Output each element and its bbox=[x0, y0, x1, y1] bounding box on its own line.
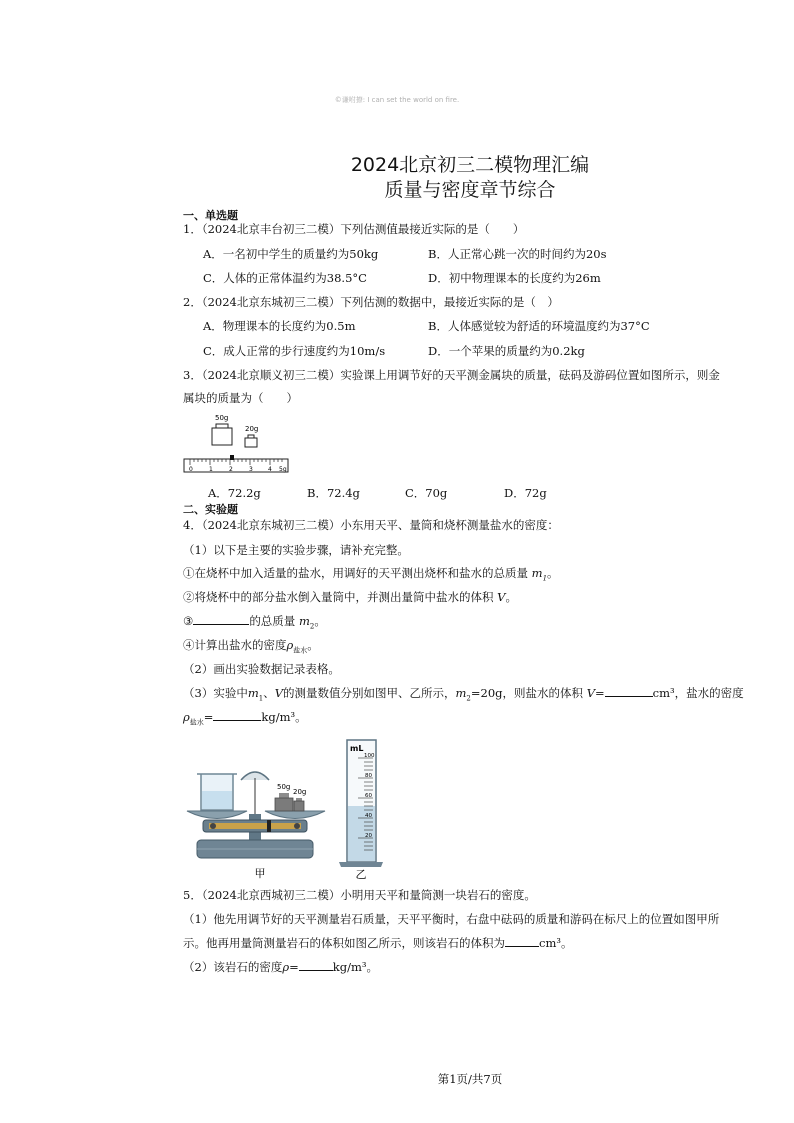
q3-tick-3: 3 bbox=[249, 466, 253, 473]
page-subtitle: 质量与密度章节综合 bbox=[384, 179, 556, 201]
q3-tick-5: 5g bbox=[279, 466, 287, 473]
q4-part3-line1: （3）实验中$m_1$、V的测量数值分别如图甲、乙所示，$m_2=20g$，则盐水的体积 V= cm³，盐水的密度 bbox=[183, 686, 744, 703]
q3-figure-balance-scale bbox=[182, 410, 292, 476]
section-single-choice: 一、单选题 bbox=[183, 209, 238, 222]
q4-cylinder-mark-40: 40 bbox=[365, 813, 372, 819]
q2-option-a: A．物理课本的长度约为0.5m bbox=[203, 319, 356, 333]
q2-option-b: B．人体感觉较为舒适的环境温度约为37°C bbox=[428, 319, 650, 333]
q4-figure bbox=[183, 734, 393, 880]
q3-tick-2: 2 bbox=[229, 466, 233, 473]
q3-weight-50g bbox=[212, 428, 232, 445]
q3-tick-0: 0 bbox=[189, 466, 193, 473]
q3-tick-4: 4 bbox=[268, 466, 272, 473]
q2-stem: 2．（2024北京东城初三二模）下列估测的数据中，最接近实际的是（ ） bbox=[183, 295, 559, 309]
q4-weight-20g-label: 20g bbox=[293, 788, 307, 796]
q3-stem-line1: 3．（2024北京顺义初三二模）实验课上用调节好的天平测金属块的质量，砝码及游码位置如图所示，则金 bbox=[183, 368, 720, 382]
page-number: 第1页/共7页 bbox=[437, 1072, 503, 1086]
q3-tick-1: 1 bbox=[209, 466, 213, 473]
q4-step3: ③ 的总质量 $m_2$。 bbox=[183, 614, 326, 631]
q4-slider-ruler bbox=[209, 823, 301, 829]
q4-volume-blank[interactable] bbox=[605, 685, 653, 697]
q4-part1: （1）以下是主要的实验步骤，请补充完整。 bbox=[183, 543, 409, 557]
q4-step4: ④计算出盐水的密度$\rho_{盐水}$。 bbox=[183, 638, 319, 655]
q4-figure-label-yi: 乙 bbox=[355, 868, 367, 880]
q4-slider-rider bbox=[267, 820, 271, 832]
q4-weight-50g-label: 50g bbox=[277, 783, 291, 791]
q3-weight-20g-label: 20g bbox=[245, 425, 259, 433]
q4-step3-blank[interactable] bbox=[193, 613, 249, 625]
q3-option-b: B．72.4g bbox=[307, 486, 360, 500]
q4-density-blank[interactable] bbox=[213, 709, 261, 721]
q5-stem: 5．（2024北京西城初三二模）小明用天平和量筒测一块岩石的密度。 bbox=[183, 888, 536, 902]
q2-option-c: C．成人正常的步行速度约为10m/s bbox=[203, 344, 386, 358]
q4-cylinder-mark-20: 20 bbox=[365, 833, 372, 839]
q5-part1-line2: 示。他再用量筒测量岩石的体积如图乙所示，则该岩石的体积为 cm³。 bbox=[183, 936, 573, 950]
q5-volume-blank[interactable] bbox=[505, 935, 539, 947]
q3-slider-rider bbox=[230, 455, 234, 460]
q4-cylinder-mark-60: 60 bbox=[365, 793, 372, 799]
q3-option-a: A．72.2g bbox=[208, 486, 261, 500]
q5-density-blank[interactable] bbox=[299, 959, 333, 971]
q4-left-pan bbox=[187, 811, 247, 819]
section-experiment: 二、实验题 bbox=[183, 503, 238, 516]
watermark: ©谦咐撩: I can set the world on fire. bbox=[334, 96, 460, 104]
q4-step1: ①在烧杯中加入适量的盐水，用调好的天平测出烧杯和盐水的总质量 $m_1$。 bbox=[183, 566, 559, 583]
q4-cylinder-unit: mL bbox=[350, 744, 364, 753]
q1-stem: 1．（2024北京丰台初三二模）下列估测值最接近实际的是（ ） bbox=[183, 222, 525, 236]
q3-option-c: C．70g bbox=[405, 486, 448, 500]
q5-part1-line1: （1）他先用调节好的天平测量岩石质量，天平平衡时，右盘中砝码的质量和游码在标尺上的位置如图甲所 bbox=[183, 912, 720, 926]
q4-part2: （2）画出实验数据记录表格。 bbox=[183, 662, 340, 676]
q4-cylinder-mark-80: 80 bbox=[365, 773, 372, 779]
q2-option-d: D．一个苹果的质量约为0.2kg bbox=[428, 344, 585, 358]
q3-weight-20g bbox=[245, 438, 257, 447]
q1-option-b: B．人正常心跳一次的时间约为20s bbox=[428, 247, 607, 261]
q4-cylinder-base bbox=[339, 862, 383, 867]
q4-stem: 4．（2024北京东城初三二模）小东用天平、量筒和烧杯测量盐水的密度： bbox=[183, 518, 559, 532]
q3-slider-ruler bbox=[184, 459, 288, 472]
q4-right-pan bbox=[265, 811, 325, 819]
q3-weight-50g-label: 50g bbox=[215, 414, 229, 422]
q4-part3-line2: $\rho_{盐水}= kg/m^3$。 bbox=[183, 710, 307, 727]
page-title: 2024北京初三二模物理汇编 bbox=[350, 154, 590, 176]
q4-cylinder-mark-100: 100 bbox=[364, 753, 375, 759]
q5-part2: （2）该岩石的密度ρ= kg/m³。 bbox=[183, 960, 378, 974]
q1-option-d: D．初中物理课本的长度约为26m bbox=[428, 271, 601, 285]
q1-option-a: A．一名初中学生的质量约为50kg bbox=[203, 247, 379, 261]
q4-step2: ②将烧杯中的部分盐水倒入量筒中，并测出量筒中盐水的体积 V。 bbox=[183, 590, 517, 604]
q3-stem-line2: 属块的质量为（ ） bbox=[183, 391, 298, 405]
q4-weight-50g bbox=[275, 798, 293, 811]
q3-option-d: D．72g bbox=[504, 486, 547, 500]
q4-weight-20g bbox=[294, 801, 304, 811]
q1-option-c: C．人体的正常体温约为38.5°C bbox=[203, 271, 367, 285]
q4-figure-label-jia: 甲 bbox=[254, 867, 266, 880]
